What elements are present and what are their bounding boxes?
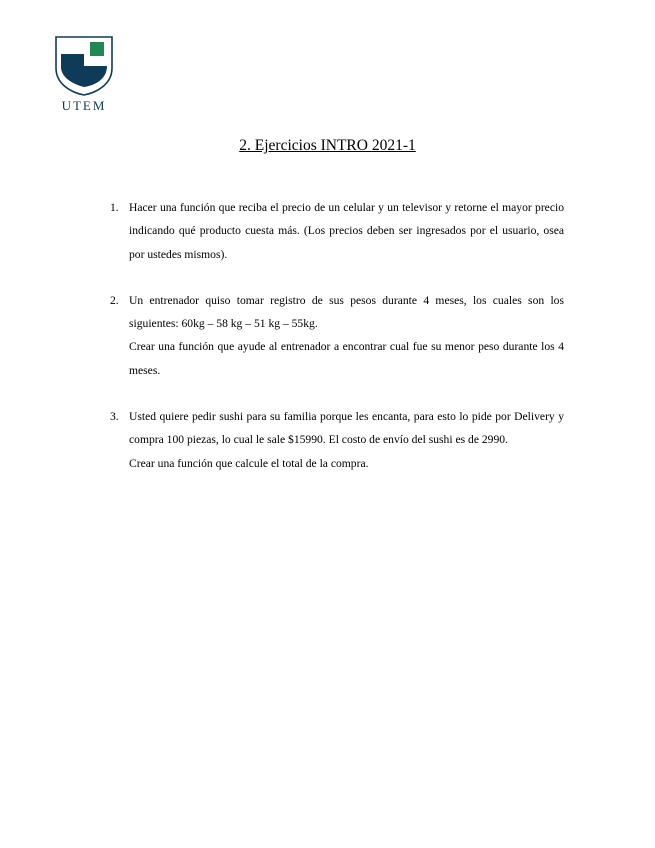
exercise-text: Hacer una función que reciba el precio de un celular y un televisor y retorne el mayor precio indicando qué producto cuesta más. (Los precios deben ser ingresados por el usuario, osea por ustedes mismos). (129, 201, 564, 261)
exercise-number: 2. (110, 293, 119, 307)
exercise-item (108, 405, 564, 475)
exercise-number: 1. (110, 201, 119, 214)
exercise-number: 3. (110, 410, 119, 424)
utem-shield-icon (52, 34, 116, 96)
exercise-text: Crear una función que calcule el total de la compra. (129, 456, 369, 470)
utem-logo (52, 34, 116, 114)
exercise-item (108, 289, 564, 382)
exercise-text: Crear una función que ayude al entrenador a encontrar cual fue su menor peso durante los 4 meses. (129, 340, 564, 377)
page-title: 2. Ejercicios INTRO 2021-1 (239, 137, 416, 154)
exercise-list (108, 196, 564, 475)
exercise-item (108, 196, 564, 266)
logo-text: UTEM (61, 98, 107, 113)
exercise-text: Usted quiere pedir sushi para su familia porque les encanta, para esto lo pide por Delivery y compra 100 piezas, lo cual le sale $15990. El costo de envío del sushi es de 2990. (129, 410, 564, 447)
exercise-text: Un entrenador quiso tomar registro de sus pesos durante 4 meses, los cuales son los siguientes: 60kg – 58 kg – 51 kg – 55kg. (129, 293, 564, 331)
